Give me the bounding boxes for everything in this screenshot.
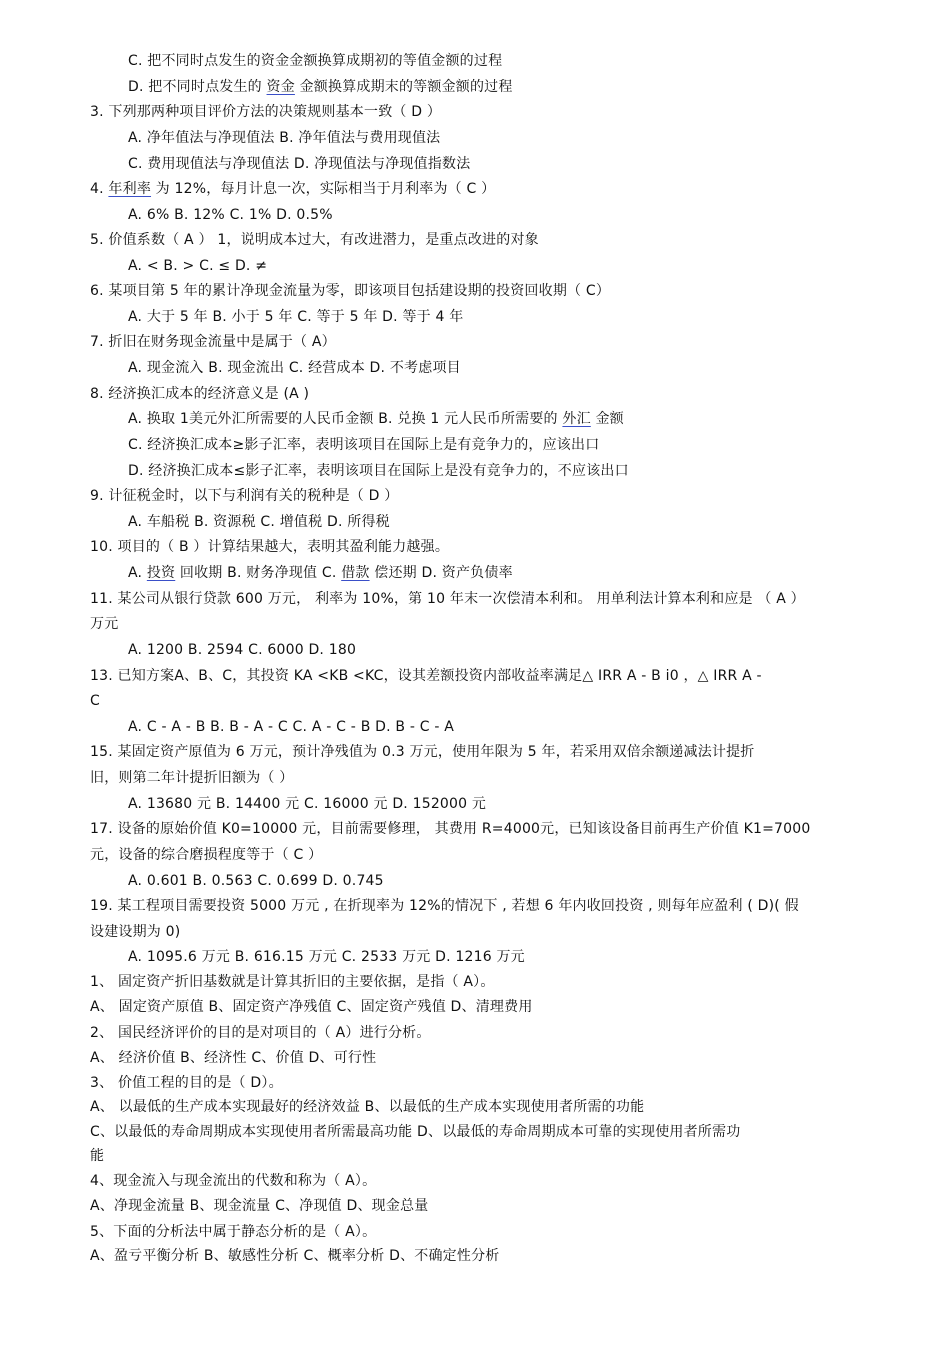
line-text: 偿还期 D. 资产负债率 — [369, 565, 513, 581]
text-line — [128, 641, 356, 659]
line-text: A、净现金流量 B、现金流量 C、净现值 D、现金总量 — [90, 1198, 429, 1214]
line-text: D. 把不同时点发生的 — [128, 79, 267, 95]
line-text: A、 以最低的生产成本实现最好的经济效益 B、以最低的生产成本实现使用者所需的功能 — [90, 1099, 645, 1115]
text-line — [90, 1197, 429, 1215]
text-line — [90, 282, 610, 300]
underlined-term: 年利率 — [108, 181, 152, 197]
text-line — [90, 769, 293, 787]
line-text: A. 1200 B. 2594 C. 6000 D. 180 — [128, 642, 357, 658]
text-line — [90, 103, 441, 121]
text-line — [90, 1247, 500, 1265]
line-text: C、以最低的寿命周期成本实现使用者所需最高功能 D、以最低的寿命周期成本可靠的实现使用者所需功 — [90, 1124, 741, 1140]
line-text: 设建设期为 0) — [90, 924, 181, 940]
text-line — [128, 359, 461, 377]
line-text: 4、现金流入与现金流出的代数和称为（ A）。 — [90, 1173, 377, 1189]
line-text: A. C - A - B B. B - A - C C. A - C - B D. B - C - A — [128, 719, 455, 735]
line-text: 19. 某工程项目需要投资 5000 万元 , 在折现率为 12%的情况下 , 若想 6 年内收回投资 , 则每年应盈利 ( D)( 假 — [90, 898, 799, 914]
line-text: 万元 — [90, 616, 119, 632]
text-line — [128, 206, 333, 224]
line-text: A. 6% B. 12% C. 1% D. 0.5% — [128, 207, 333, 223]
text-line — [128, 78, 513, 96]
line-text: A. 0.601 B. 0.563 C. 0.699 D. 0.745 — [128, 873, 384, 889]
text-line — [128, 513, 390, 531]
line-text: C. 把不同时点发生的资金金额换算成期初的等值金额的过程 — [128, 53, 503, 69]
line-text: 5、下面的分析法中属于静态分析的是（ A）。 — [90, 1224, 377, 1240]
line-text: 8. 经济换汇成本的经济意义是 (A ) — [90, 386, 310, 402]
line-text: A. 13680 元 B. 14400 元 C. 16000 元 D. 152000 元 — [128, 796, 487, 812]
text-line — [90, 846, 322, 864]
text-line — [128, 52, 502, 70]
text-line — [90, 538, 449, 556]
underlined-term: 借款 — [341, 565, 370, 581]
line-text: 4. — [90, 181, 109, 197]
text-line — [90, 487, 399, 505]
line-text: 3、 价值工程的目的是（ D）。 — [90, 1075, 283, 1091]
line-text: 6. 某项目第 5 年的累计净现金流量为零，即该项目包括建设期的投资回收期（ C） — [90, 283, 611, 299]
line-text: 10. 项目的（ B ）计算结果越大，表明其盈利能力越强。 — [90, 539, 450, 555]
text-line — [90, 385, 309, 403]
line-text: 5. 价值系数（ A ） 1，说明成本过大，有改进潜力，是重点改进的对象 — [90, 232, 539, 248]
line-text: 1、 固定资产折旧基数就是计算其折旧的主要依据，是指（ A）。 — [90, 974, 495, 990]
line-text: 金额 — [590, 411, 624, 427]
line-text: 能 — [90, 1148, 105, 1164]
text-line — [90, 1098, 644, 1116]
text-line — [90, 1147, 104, 1165]
text-line — [128, 462, 629, 480]
line-text: 9. 计征税金时，以下与利润有关的税种是（ D ） — [90, 488, 399, 504]
line-text: 旧，则第二年计提折旧额为（ ） — [90, 770, 294, 786]
line-text: C. 费用现值法与净现值法 D. 净现值法与净现值指数法 — [128, 156, 471, 172]
text-line — [128, 795, 486, 813]
line-text: 17. 设备的原始价值 K0=10000 元，目前需要修理， 其费用 R=4000元，已知该设备目前再生产价值 K1=7000 — [90, 821, 811, 837]
line-text: C — [90, 693, 100, 709]
line-text: 7. 折旧在财务现金流量中是属于（ A） — [90, 334, 336, 350]
text-line — [90, 1172, 376, 1190]
text-line — [128, 410, 624, 428]
text-line — [128, 436, 599, 454]
line-text: A、盈亏平衡分析 B、敏感性分析 C、概率分析 D、不确定性分析 — [90, 1248, 500, 1264]
line-text: 15. 某固定资产原值为 6 万元，预计净残值为 0.3 万元，使用年限为 5 年，若采用双倍余额递减法计提折 — [90, 744, 755, 760]
text-line — [128, 718, 454, 736]
line-text: A. 车船税 B. 资源税 C. 增值税 D. 所得税 — [128, 514, 390, 530]
text-line — [128, 564, 513, 582]
text-line — [90, 1223, 376, 1241]
text-line — [128, 308, 463, 326]
line-text: A. 1095.6 万元 B. 616.15 万元 C. 2533 万元 D. 1216 万元 — [128, 949, 525, 965]
text-line — [90, 1024, 431, 1042]
text-line — [90, 743, 755, 761]
text-line — [90, 231, 539, 249]
text-line — [90, 820, 810, 838]
text-line — [90, 692, 100, 710]
text-line — [90, 615, 118, 633]
line-text: D. 经济换汇成本≤影子汇率，表明该项目在国际上是没有竞争力的，不应该出口 — [128, 463, 629, 479]
text-line — [90, 897, 799, 915]
text-line — [128, 257, 267, 275]
text-line — [128, 155, 470, 173]
text-line — [128, 948, 525, 966]
line-text: A、 经济价值 B、经济性 C、价值 D、可行性 — [90, 1050, 377, 1066]
line-text: A. 换取 1美元外汇所需要的人民币金额 B. 兑换 1 元人民币所需要的 — [128, 411, 563, 427]
text-line — [90, 333, 336, 351]
text-line — [90, 1123, 740, 1141]
line-text: A. < B. > C. ≤ D. ≠ — [128, 258, 268, 274]
line-text: 金额换算成期末的等额金额的过程 — [294, 79, 513, 95]
line-text: 11. 某公司从银行贷款 600 万元， 利率为 10%，第 10 年末一次偿清本利和。 用单利法计算本利和应是 （ A ） — [90, 591, 805, 607]
line-text: 为 12%，每月计息一次，实际相当于月利率为（ C ） — [151, 181, 496, 197]
line-text: 回收期 B. 财务净现值 C. — [175, 565, 342, 581]
underlined-term: 资金 — [266, 79, 295, 95]
underlined-term: 投资 — [146, 565, 176, 581]
text-line — [128, 129, 440, 147]
line-text: 2、 国民经济评价的目的是对项目的（ A）进行分析。 — [90, 1025, 431, 1041]
text-line — [90, 998, 533, 1016]
text-line — [90, 1049, 376, 1067]
line-text: 13. 已知方案A、B、C，其投资 KA <KB <KC，设其差额投资内部收益率满足△ IRR A - B i0 ，△ IRR A - — [90, 668, 762, 684]
line-text: 元，设备的综合磨损程度等于（ C ） — [90, 847, 323, 863]
text-line — [128, 872, 384, 890]
text-line — [90, 973, 495, 991]
text-line — [90, 667, 762, 685]
line-text: A. 现金流入 B. 现金流出 C. 经营成本 D. 不考虑项目 — [128, 360, 461, 376]
text-line — [90, 590, 805, 608]
line-text: 3. 下列那两种项目评价方法的决策规则基本一致（ D ） — [90, 104, 442, 120]
text-line — [90, 180, 495, 198]
line-text: A. 大于 5 年 B. 小于 5 年 C. 等于 5 年 D. 等于 4 年 — [128, 309, 464, 325]
underlined-term: 外汇 — [562, 411, 591, 427]
text-line — [90, 923, 180, 941]
line-text: A. — [128, 565, 147, 581]
line-text: A. 净年值法与净现值法 B. 净年值法与费用现值法 — [128, 130, 441, 146]
line-text: C. 经济换汇成本≥影子汇率，表明该项目在国际上是有竞争力的，应该出口 — [128, 437, 600, 453]
text-line — [90, 1074, 283, 1092]
line-text: A、 固定资产原值 B、固定资产净残值 C、固定资产残值 D、清理费用 — [90, 999, 533, 1015]
